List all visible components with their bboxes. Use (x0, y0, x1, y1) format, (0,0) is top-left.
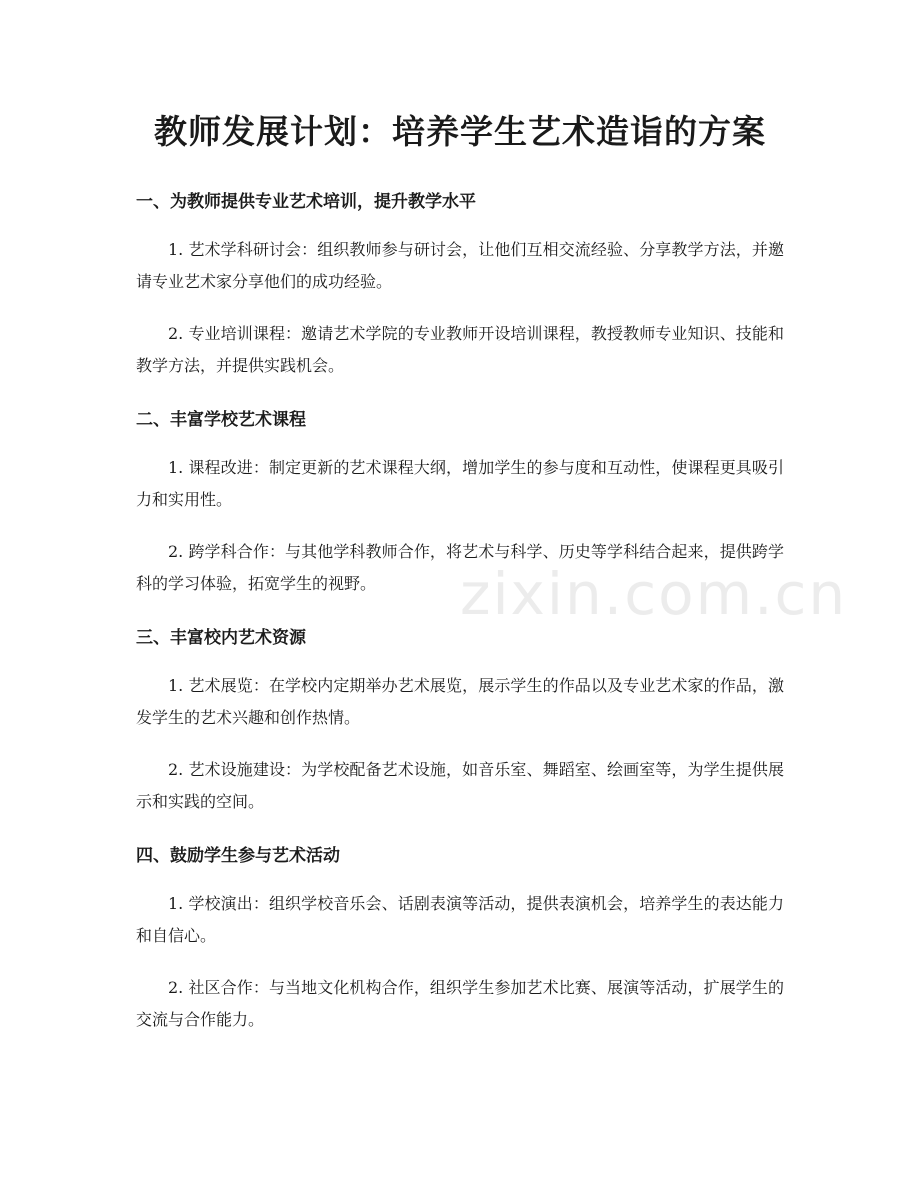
paragraph: 1. 艺术展览：在学校内定期举办艺术展览，展示学生的作品以及专业艺术家的作品，激发学生的艺术兴趣和创作热情。 (136, 676, 784, 727)
document-title: 教师发展计划：培养学生艺术造诣的方案 (154, 112, 766, 151)
paragraph: 1. 课程改进：制定更新的艺术课程大纲，增加学生的参与度和互动性，使课程更具吸引力和实用性。 (136, 458, 784, 509)
section-2 (136, 402, 784, 600)
document-body (136, 184, 784, 1056)
section-4 (136, 838, 784, 1036)
section-heading: 二、丰富学校艺术课程 (136, 410, 306, 430)
section-3 (136, 620, 784, 818)
section-heading: 三、丰富校内艺术资源 (136, 628, 306, 648)
section-heading: 一、为教师提供专业艺术培训，提升教学水平 (136, 192, 476, 212)
paragraph: 1. 学校演出：组织学校音乐会、话剧表演等活动，提供表演机会，培养学生的表达能力和自信心。 (136, 894, 784, 945)
section-heading: 四、鼓励学生参与艺术活动 (136, 846, 340, 866)
paragraph: 2. 专业培训课程：邀请艺术学院的专业教师开设培训课程，教授教师专业知识、技能和教学方法，并提供实践机会。 (136, 324, 784, 375)
section-1 (136, 184, 784, 382)
watermark: zixin.com.cn (460, 560, 848, 628)
paragraph: 1. 艺术学科研讨会：组织教师参与研讨会，让他们互相交流经验、分享教学方法，并邀请专业艺术家分享他们的成功经验。 (136, 240, 784, 291)
paragraph: 2. 跨学科合作：与其他学科教师合作，将艺术与科学、历史等学科结合起来，提供跨学科的学习体验，拓宽学生的视野。 (136, 542, 784, 593)
paragraph: 2. 社区合作：与当地文化机构合作，组织学生参加艺术比赛、展演等活动，扩展学生的交流与合作能力。 (136, 978, 784, 1029)
paragraph: 2. 艺术设施建设：为学校配备艺术设施，如音乐室、舞蹈室、绘画室等，为学生提供展示和实践的空间。 (136, 760, 784, 811)
